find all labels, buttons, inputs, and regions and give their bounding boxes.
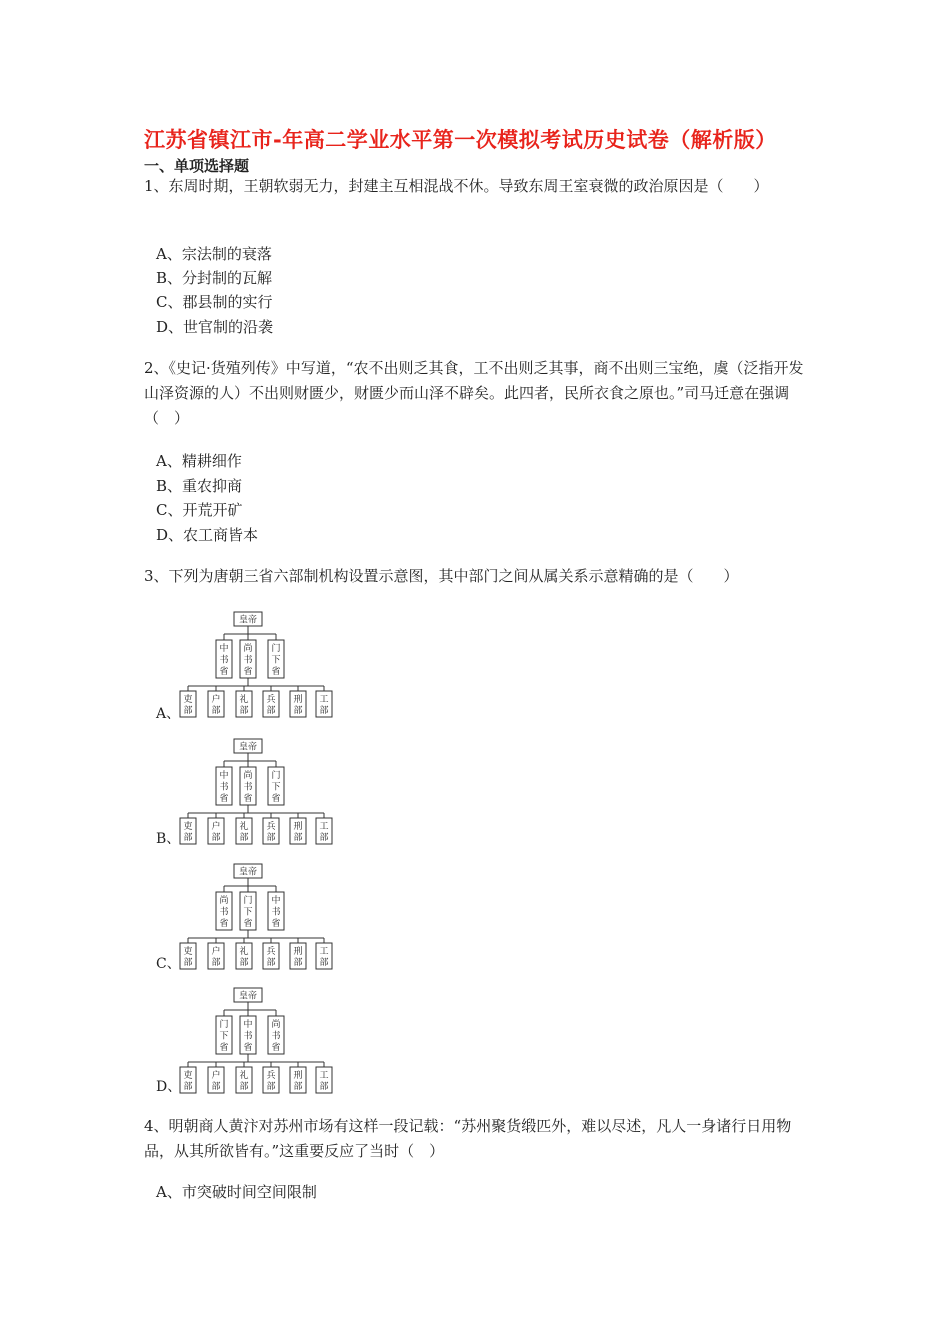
question-1-text: 1、东周时期，王朝软弱无力，封建主互相混战不休。导致东周王室衰微的政治原因是（ ） bbox=[144, 177, 769, 195]
question-4-option-a: A、市突破时间空间限制 bbox=[156, 1183, 317, 1201]
department-label bbox=[293, 820, 302, 843]
diagram-label: C、 bbox=[156, 956, 181, 972]
svg-text:省: 省 bbox=[219, 794, 229, 804]
department-label bbox=[239, 820, 248, 843]
diagram-label: B、 bbox=[156, 831, 181, 847]
svg-text:尚: 尚 bbox=[243, 771, 253, 781]
svg-text:部: 部 bbox=[293, 1082, 303, 1092]
svg-text:书: 书 bbox=[219, 907, 229, 918]
org-chart-svg bbox=[156, 737, 346, 847]
ministry-label bbox=[271, 894, 280, 929]
svg-text:书: 书 bbox=[243, 655, 253, 666]
svg-text:中: 中 bbox=[271, 896, 281, 906]
svg-text:省: 省 bbox=[271, 794, 281, 804]
department-label bbox=[266, 1069, 275, 1092]
svg-text:省: 省 bbox=[243, 667, 253, 677]
ministry-label bbox=[271, 769, 280, 804]
svg-text:部: 部 bbox=[319, 706, 329, 716]
ministry-label bbox=[219, 1018, 228, 1053]
question-2-text: 2、《史记·货殖列传》中写道，“农不出则乏其食，工不出则乏其事，商不出则三宝绝，虞（泛指开发山泽资源的人）不出则财匮少，财匮少而山泽不辟矣。此四者，民所衣食之原也。”司马迁意在强调（ ） bbox=[144, 359, 804, 427]
org-chart-svg bbox=[156, 610, 346, 722]
emperor-label: 皇帝 bbox=[238, 991, 258, 1002]
ministry-label bbox=[271, 1018, 280, 1053]
svg-text:吏: 吏 bbox=[183, 1071, 193, 1081]
department-label bbox=[266, 693, 275, 716]
svg-text:刑: 刑 bbox=[293, 822, 303, 832]
diagram-option-a bbox=[156, 610, 346, 726]
question-3-text: 3、下列为唐朝三省六部制机构设置示意图，其中部门之间从属关系示意精确的是（ ） bbox=[144, 567, 739, 585]
question-1-option-d: D、世官制的沿袭 bbox=[156, 318, 274, 336]
svg-text:部: 部 bbox=[266, 706, 276, 716]
svg-text:礼: 礼 bbox=[239, 822, 249, 832]
emperor-label: 皇帝 bbox=[238, 867, 258, 878]
ministry-label bbox=[219, 642, 228, 677]
question-4-text: 4、明朝商人黄汴对苏州市场有这样一段记载：“苏州聚货缎匹外，难以尽述，凡人一身诸行日用物品，从其所欲皆有。”这重要反应了当时（ ） bbox=[144, 1117, 792, 1160]
ministry-label bbox=[243, 1018, 252, 1053]
svg-text:刑: 刑 bbox=[293, 695, 303, 705]
svg-text:户: 户 bbox=[211, 822, 221, 832]
ministry-label bbox=[243, 769, 252, 804]
svg-text:部: 部 bbox=[211, 706, 221, 716]
svg-text:礼: 礼 bbox=[239, 947, 249, 957]
svg-text:部: 部 bbox=[211, 833, 221, 843]
svg-text:户: 户 bbox=[211, 1071, 221, 1081]
svg-text:省: 省 bbox=[271, 667, 281, 677]
svg-text:尚: 尚 bbox=[271, 1020, 281, 1030]
svg-text:门: 门 bbox=[271, 771, 281, 781]
ministry-label bbox=[271, 642, 280, 677]
svg-text:中: 中 bbox=[219, 644, 229, 654]
svg-text:省: 省 bbox=[219, 919, 229, 929]
svg-text:中: 中 bbox=[243, 1020, 253, 1030]
svg-text:省: 省 bbox=[219, 1043, 229, 1053]
department-label bbox=[183, 1069, 192, 1092]
svg-text:部: 部 bbox=[266, 833, 276, 843]
svg-text:门: 门 bbox=[271, 644, 281, 654]
emperor-label: 皇帝 bbox=[238, 742, 258, 753]
svg-text:部: 部 bbox=[239, 706, 249, 716]
department-label bbox=[266, 820, 275, 843]
question-1-option-a: A、宗法制的衰落 bbox=[156, 245, 272, 263]
department-label bbox=[239, 693, 248, 716]
svg-text:省: 省 bbox=[243, 794, 253, 804]
department-label bbox=[183, 820, 192, 843]
svg-text:部: 部 bbox=[266, 1082, 276, 1092]
department-label bbox=[211, 1069, 220, 1092]
department-label bbox=[211, 693, 220, 716]
svg-text:工: 工 bbox=[319, 1071, 329, 1081]
svg-text:部: 部 bbox=[293, 706, 303, 716]
svg-text:工: 工 bbox=[319, 947, 329, 957]
svg-text:部: 部 bbox=[211, 958, 221, 968]
question-2-option-b: B、重农抑商 bbox=[156, 477, 243, 495]
svg-text:部: 部 bbox=[319, 958, 329, 968]
svg-text:礼: 礼 bbox=[239, 695, 249, 705]
svg-text:兵: 兵 bbox=[266, 947, 276, 957]
department-label bbox=[293, 693, 302, 716]
svg-text:刑: 刑 bbox=[293, 947, 303, 957]
department-label bbox=[183, 945, 192, 968]
ministry-label bbox=[243, 894, 252, 929]
document-title: 江苏省镇江市-年高二学业水平第一次模拟考试历史试卷（解析版） bbox=[144, 128, 777, 152]
svg-text:部: 部 bbox=[183, 958, 193, 968]
svg-text:部: 部 bbox=[239, 1082, 249, 1092]
svg-text:户: 户 bbox=[211, 947, 221, 957]
svg-text:尚: 尚 bbox=[243, 644, 253, 654]
svg-text:省: 省 bbox=[243, 919, 253, 929]
diagram-option-d bbox=[156, 986, 346, 1100]
section-heading: 一、单项选择题 bbox=[144, 157, 250, 175]
department-label bbox=[211, 820, 220, 843]
department-label bbox=[293, 1069, 302, 1092]
svg-text:下: 下 bbox=[271, 655, 281, 666]
svg-text:书: 书 bbox=[219, 782, 229, 793]
svg-text:书: 书 bbox=[271, 1031, 281, 1042]
svg-text:省: 省 bbox=[271, 919, 281, 929]
svg-text:部: 部 bbox=[211, 1082, 221, 1092]
org-chart-svg bbox=[156, 862, 346, 972]
svg-text:部: 部 bbox=[183, 833, 193, 843]
svg-text:书: 书 bbox=[271, 907, 281, 918]
svg-text:书: 书 bbox=[243, 1031, 253, 1042]
svg-text:部: 部 bbox=[239, 958, 249, 968]
svg-text:省: 省 bbox=[219, 667, 229, 677]
svg-text:礼: 礼 bbox=[239, 1071, 249, 1081]
svg-text:部: 部 bbox=[266, 958, 276, 968]
svg-text:吏: 吏 bbox=[183, 695, 193, 705]
ministry-label bbox=[243, 642, 252, 677]
question-2-option-d: D、农工商皆本 bbox=[156, 526, 259, 544]
svg-text:户: 户 bbox=[211, 695, 221, 705]
svg-text:部: 部 bbox=[183, 706, 193, 716]
org-chart-svg bbox=[156, 986, 346, 1096]
svg-text:尚: 尚 bbox=[219, 896, 229, 906]
diagram-label: D、 bbox=[156, 1079, 182, 1095]
question-2-option-a: A、精耕细作 bbox=[156, 452, 242, 470]
svg-text:书: 书 bbox=[219, 655, 229, 666]
department-label bbox=[266, 945, 275, 968]
question-1-option-b: B、分封制的瓦解 bbox=[156, 269, 273, 287]
ministry-label bbox=[219, 894, 228, 929]
svg-text:吏: 吏 bbox=[183, 822, 193, 832]
department-label bbox=[211, 945, 220, 968]
svg-text:吏: 吏 bbox=[183, 947, 193, 957]
svg-text:兵: 兵 bbox=[266, 695, 276, 705]
svg-text:书: 书 bbox=[243, 782, 253, 793]
department-label bbox=[239, 945, 248, 968]
svg-text:下: 下 bbox=[219, 1031, 229, 1042]
question-2-option-c: C、开荒开矿 bbox=[156, 501, 243, 519]
svg-text:部: 部 bbox=[319, 1082, 329, 1092]
svg-text:部: 部 bbox=[319, 833, 329, 843]
svg-text:下: 下 bbox=[243, 907, 253, 918]
svg-text:兵: 兵 bbox=[266, 822, 276, 832]
svg-text:省: 省 bbox=[271, 1043, 281, 1053]
svg-text:部: 部 bbox=[183, 1082, 193, 1092]
svg-text:下: 下 bbox=[271, 782, 281, 793]
svg-text:工: 工 bbox=[319, 695, 329, 705]
svg-text:省: 省 bbox=[243, 1043, 253, 1053]
ministry-label bbox=[219, 769, 228, 804]
svg-text:部: 部 bbox=[239, 833, 249, 843]
department-label bbox=[183, 693, 192, 716]
svg-text:部: 部 bbox=[293, 958, 303, 968]
diagram-option-b bbox=[156, 737, 346, 851]
svg-text:门: 门 bbox=[243, 896, 253, 906]
diagram-label: A、 bbox=[156, 706, 181, 722]
emperor-label: 皇帝 bbox=[238, 615, 258, 626]
diagram-option-c bbox=[156, 862, 346, 976]
svg-text:门: 门 bbox=[219, 1020, 229, 1030]
department-label bbox=[293, 945, 302, 968]
svg-text:刑: 刑 bbox=[293, 1071, 303, 1081]
svg-text:部: 部 bbox=[293, 833, 303, 843]
svg-text:工: 工 bbox=[319, 822, 329, 832]
question-1-option-c: C、郡县制的实行 bbox=[156, 293, 273, 311]
department-label bbox=[239, 1069, 248, 1092]
svg-text:兵: 兵 bbox=[266, 1071, 276, 1081]
svg-text:中: 中 bbox=[219, 771, 229, 781]
